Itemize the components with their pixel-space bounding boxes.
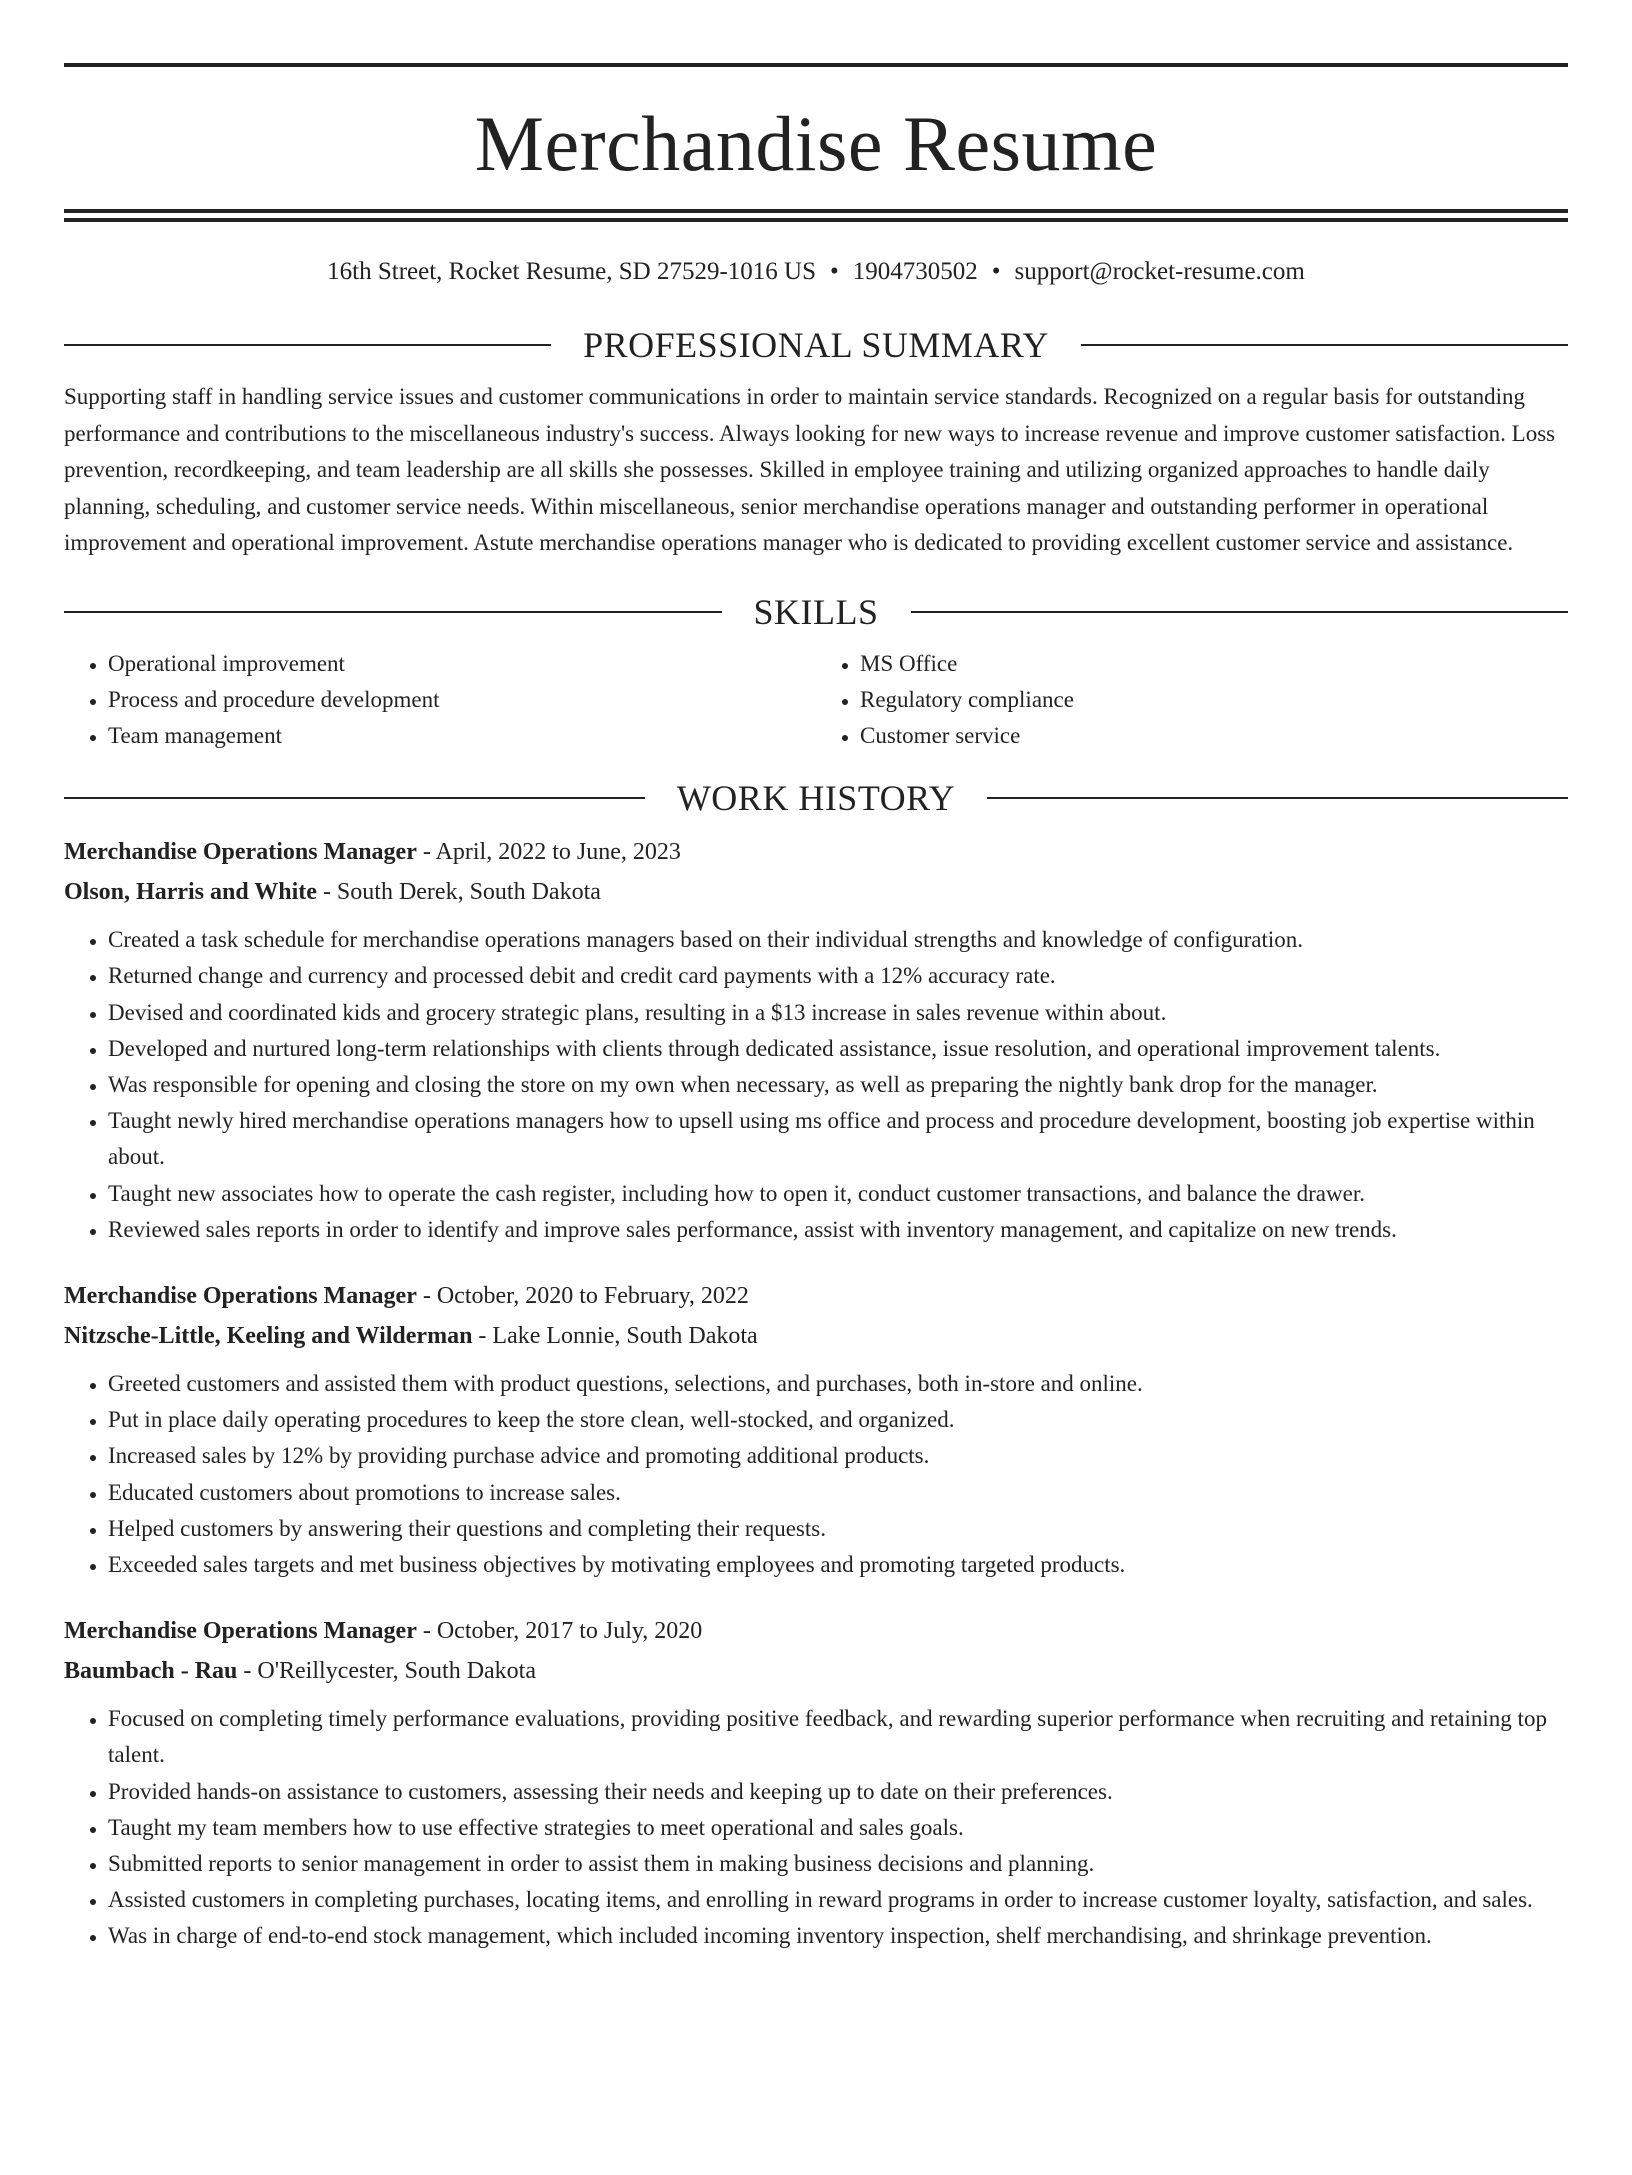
contact-separator: •	[830, 258, 839, 285]
contact-phone: 1904730502	[852, 258, 978, 285]
job-bullet: • Exceeded sales targets and met business objectives by motivating employees and promoting targeted products.	[108, 1547, 1568, 1583]
resume-page	[0, 63, 1632, 2175]
job-bullet: • Taught new associates how to operate the cash register, including how to open it, conduct customer transactions, and balance the drawer.	[108, 1176, 1568, 1212]
skill-item: • Operational improvement	[108, 646, 816, 682]
job-bullet: • Returned change and currency and processed debit and credit card payments with a 12% accuracy rate.	[108, 958, 1568, 994]
work-heading: WORK HISTORY	[676, 778, 956, 819]
work-section-header	[64, 778, 1568, 818]
job-title: Merchandise Operations Manager	[64, 839, 417, 866]
resume-title: Merchandise Resume	[474, 100, 1158, 187]
job-bullet: • Focused on completing timely performance evaluations, providing positive feedback, and rewarding superior performance when recruiting and retaining top talent.	[108, 1701, 1568, 1773]
job-bullet: • Put in place daily operating procedures to keep the store clean, well-stocked, and organized.	[108, 1402, 1568, 1438]
job-dates: - April, 2022 to June, 2023	[416, 839, 681, 866]
job-bullet: • Reviewed sales reports in order to identify and improve sales performance, assist with inventory management, and capitalize on new trends.	[108, 1212, 1568, 1248]
top-rule	[64, 63, 1568, 67]
skill-item: • MS Office	[860, 646, 1568, 682]
job-location: - Lake Lonnie, South Dakota	[472, 1322, 758, 1349]
job-company: Baumbach - Rau	[64, 1658, 238, 1685]
job-bullet: • Was responsible for opening and closing the store on my own when necessary, as well as preparing the nightly bank drop for the manager.	[108, 1067, 1568, 1103]
job-bullet: • Was in charge of end-to-end stock management, which included incoming inventory inspection, shelf merchandising, and shrinkage prevention.	[108, 1918, 1568, 1954]
summary-section-header	[64, 325, 1568, 365]
job-location: - O'Reillycester, South Dakota	[237, 1658, 537, 1685]
job-bullets	[64, 922, 1568, 1248]
job-bullet: • Assisted customers in completing purchases, locating items, and enrolling in reward programs in order to increase customer loyalty, satisfaction, and sales.	[108, 1882, 1568, 1918]
skills-heading: SKILLS	[753, 591, 879, 632]
job-bullet: • Helped customers by answering their questions and completing their requests.	[108, 1511, 1568, 1547]
work-history	[64, 832, 1568, 1954]
job-title-line	[64, 1611, 1568, 1651]
job-company: Nitzsche-Little, Keeling and Wilderman	[64, 1322, 473, 1349]
job-title: Merchandise Operations Manager	[64, 1282, 417, 1309]
skill-item: • Regulatory compliance	[860, 682, 1568, 718]
skills-list	[64, 646, 1568, 755]
job-company-line	[64, 1651, 1568, 1691]
contact-email: support@rocket-resume.com	[1014, 258, 1305, 285]
job-bullet: • Taught my team members how to use effective strategies to meet operational and sales goals.	[108, 1810, 1568, 1846]
job-title-line	[64, 1276, 1568, 1316]
section-rule-right	[1081, 344, 1568, 346]
job-bullets	[64, 1366, 1568, 1583]
skills-column-left	[64, 646, 816, 755]
job-dates: - October, 2017 to July, 2020	[416, 1618, 703, 1645]
summary-heading: PROFESSIONAL SUMMARY	[583, 325, 1049, 365]
skill-item: • Customer service	[860, 718, 1568, 754]
section-rule-left	[64, 344, 551, 346]
job-entry	[64, 832, 1568, 1248]
job-title-line	[64, 832, 1568, 872]
section-rule-left	[64, 611, 722, 613]
section-rule-right	[987, 797, 1568, 799]
job-dates: - October, 2020 to February, 2022	[416, 1282, 749, 1309]
job-title: Merchandise Operations Manager	[64, 1618, 417, 1645]
summary-text: Supporting staff in handling service issues and customer communications in order to maintain service standards. Recognized on a regular basis for outstanding performance and contributions to the miscellaneous industry's success. Always looking for new ways to increase revenue and improve customer satisfaction. Loss prevention, recordkeeping, and team leadership are all skills she possesses. Skilled in employee training and utilizing organized approaches to handle daily planning, scheduling, and customer service needs. Within miscellaneous, senior merchandise operations manager and outstanding performer in operational improvement and operational improvement. Astute merchandise operations manager who is dedicated to providing excellent customer service and assistance.	[64, 384, 1556, 555]
section-rule-right	[911, 611, 1569, 613]
job-bullet: • Taught newly hired merchandise operations managers how to upsell using ms office and process and procedure development, boosting job expertise within about.	[108, 1103, 1568, 1175]
job-bullet: • Greeted customers and assisted them with product questions, selections, and purchases, both in-store and online.	[108, 1366, 1568, 1402]
job-bullet: • Created a task schedule for merchandise operations managers based on their individual strengths and knowledge of configuration.	[108, 922, 1568, 958]
job-location: - South Derek, South Dakota	[316, 879, 601, 906]
job-company-line	[64, 872, 1568, 912]
skills-column-right	[816, 646, 1568, 755]
job-bullet: • Developed and nurtured long-term relationships with clients through dedicated assistance, issue resolution, and operational improvement talents.	[108, 1031, 1568, 1067]
skills-section-header	[64, 592, 1568, 632]
job-bullets	[64, 1701, 1568, 1954]
contact-address: 16th Street, Rocket Resume, SD 27529-1016 US	[327, 258, 817, 285]
job-bullet: • Provided hands-on assistance to customers, assessing their needs and keeping up to date on their preferences.	[108, 1774, 1568, 1810]
skill-item: • Team management	[108, 718, 816, 754]
job-bullet: • Devised and coordinated kids and grocery strategic plans, resulting in a $13 increase in sales revenue within about.	[108, 995, 1568, 1031]
job-bullet: • Increased sales by 12% by providing purchase advice and promoting additional products.	[108, 1438, 1568, 1474]
job-company-line	[64, 1316, 1568, 1356]
contact-separator: •	[991, 258, 1001, 285]
section-rule-left	[64, 797, 645, 799]
job-bullet: • Submitted reports to senior management in order to assist them in making business decisions and planning.	[108, 1846, 1568, 1882]
job-entry	[64, 1611, 1568, 1954]
job-entry	[64, 1276, 1568, 1583]
title-double-rule	[64, 209, 1568, 222]
contact-line	[64, 257, 1568, 287]
job-company: Olson, Harris and White	[64, 879, 317, 906]
skill-item: • Process and procedure development	[108, 682, 816, 718]
job-bullet: • Educated customers about promotions to increase sales.	[108, 1475, 1568, 1511]
